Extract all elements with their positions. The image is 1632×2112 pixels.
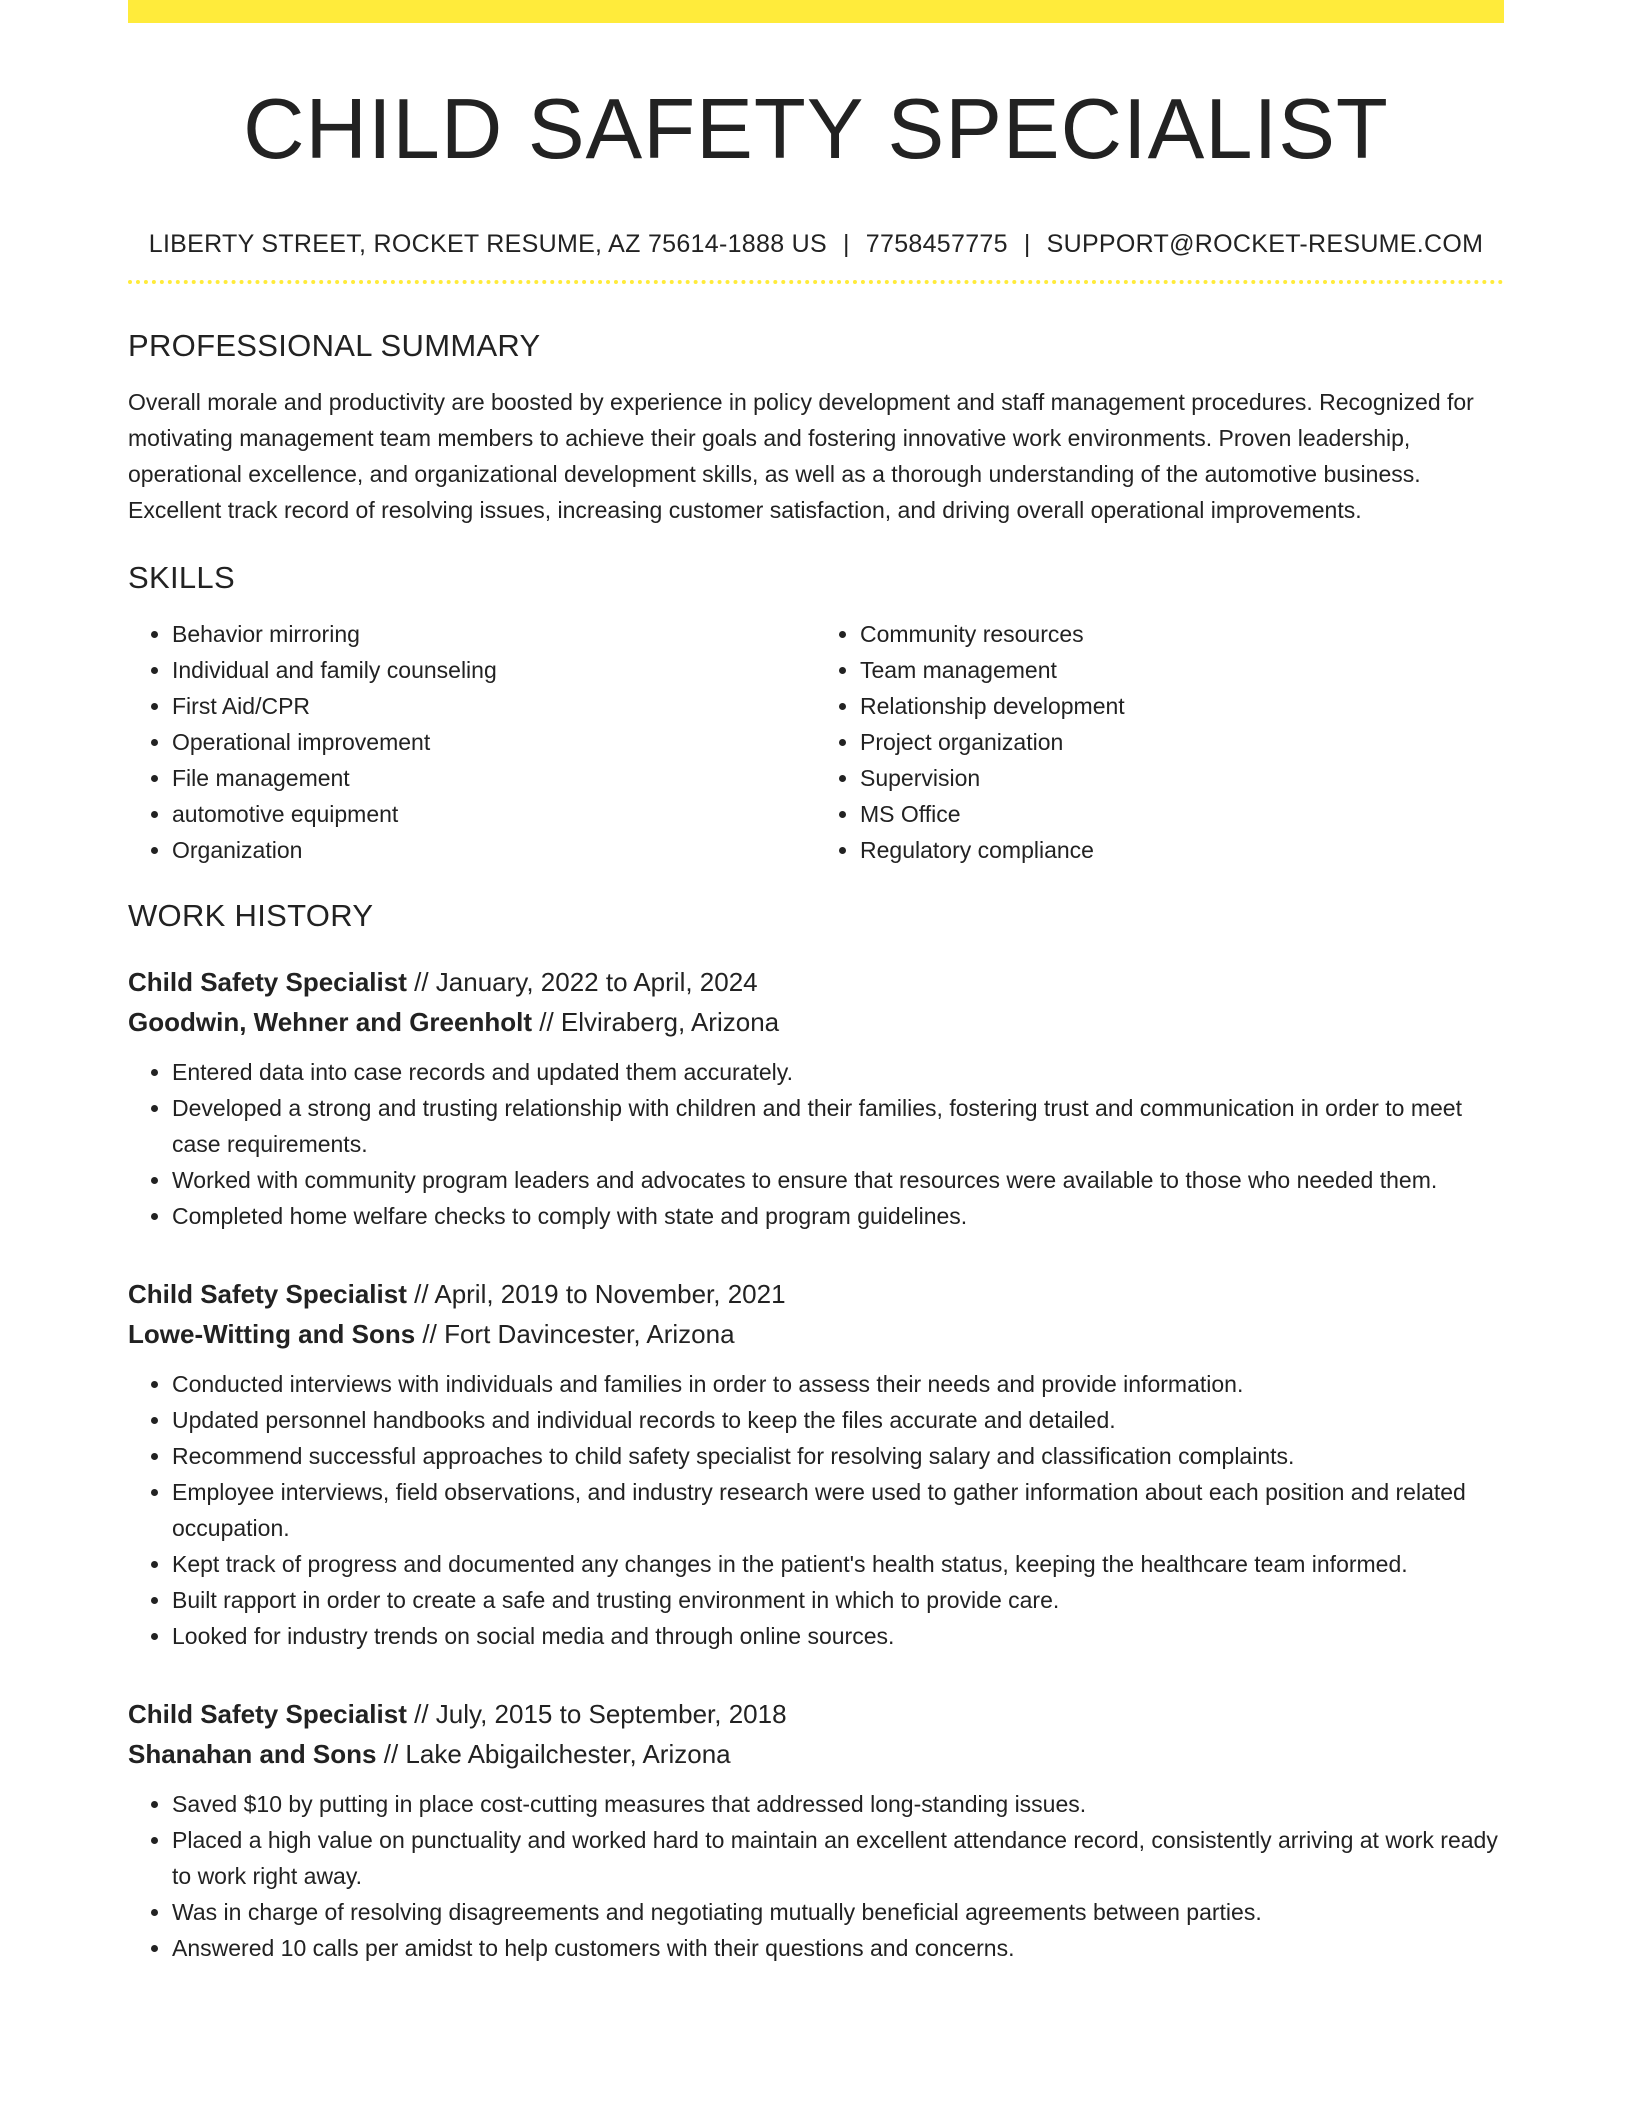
- job-company-line: [128, 1002, 1504, 1042]
- job-duty: • Entered data into case records and updated them accurately.: [172, 1054, 1504, 1090]
- job-dates: // January, 2022 to April, 2024: [414, 967, 758, 997]
- resume-title: CHILD SAFETY SPECIALIST: [243, 82, 1389, 177]
- skills-columns: [128, 616, 1504, 868]
- job-duty: • Built rapport in order to create a safe and trusting environment in which to provide care.: [172, 1582, 1504, 1618]
- job-company: Goodwin, Wehner and Greenholt: [128, 1007, 532, 1037]
- job-company: Shanahan and Sons: [128, 1739, 377, 1769]
- dotted-divider: [128, 280, 1504, 284]
- summary-heading: PROFESSIONAL SUMMARY: [128, 328, 541, 363]
- job-duty: • Placed a high value on punctuality and worked hard to maintain an excellent attendance record, consistently arriving at work ready to work right away.: [172, 1822, 1504, 1894]
- job-duty: • Completed home welfare checks to comply with state and program guidelines.: [172, 1198, 1504, 1234]
- skill-item: • Individual and family counseling: [172, 652, 816, 688]
- job-title-line: [128, 962, 1504, 1002]
- contact-email: SUPPORT@ROCKET-RESUME.COM: [1046, 230, 1484, 258]
- job-dates: // April, 2019 to November, 2021: [414, 1279, 786, 1309]
- skill-item: • Organization: [172, 832, 816, 868]
- skill-item: • Relationship development: [860, 688, 1504, 724]
- job-entry: [128, 962, 1504, 1234]
- skill-item: • Operational improvement: [172, 724, 816, 760]
- contact-separator: |: [1023, 230, 1031, 258]
- skills-heading: SKILLS: [128, 560, 235, 595]
- job-duty: • Employee interviews, field observations, and industry research were used to gather information about each position and related occupation.: [172, 1474, 1504, 1546]
- job-duty: • Recommend successful approaches to child safety specialist for resolving salary and classification complaints.: [172, 1438, 1504, 1474]
- contact-line: [128, 228, 1504, 260]
- skill-item: • File management: [172, 760, 816, 796]
- job-duty: • Answered 10 calls per amidst to help customers with their questions and concerns.: [172, 1930, 1504, 1966]
- contact-separator: |: [842, 230, 850, 258]
- resume-content: [128, 0, 1504, 1966]
- work-history-heading: WORK HISTORY: [128, 898, 374, 933]
- summary-text: Overall morale and productivity are boosted by experience in policy development and staff management procedures. Recognized for motivating management team members to achieve their goals and fostering innovative work environments. Proven leadership, operational excellence, and organizational development skills, as well as a thorough understanding of the automotive business. Excellent track record of resolving issues, increasing customer satisfaction, and driving overall operational improvements.: [128, 389, 1474, 523]
- job-company-line: [128, 1734, 1504, 1774]
- job-location: // Fort Davincester, Arizona: [422, 1319, 735, 1349]
- skill-item: • Supervision: [860, 760, 1504, 796]
- job-location: // Lake Abigailchester, Arizona: [383, 1739, 731, 1769]
- job-duty: • Looked for industry trends on social media and through online sources.: [172, 1618, 1504, 1654]
- job-duties: [128, 1786, 1504, 1966]
- skills-list-right: [816, 616, 1504, 868]
- skill-item: • Team management: [860, 652, 1504, 688]
- job-duty: • Conducted interviews with individuals and families in order to assess their needs and provide information.: [172, 1366, 1504, 1402]
- job-role: Child Safety Specialist: [128, 967, 407, 997]
- skill-item: • Project organization: [860, 724, 1504, 760]
- skill-item: • MS Office: [860, 796, 1504, 832]
- job-duties: [128, 1054, 1504, 1234]
- skill-item: • First Aid/CPR: [172, 688, 816, 724]
- job-entry: [128, 1694, 1504, 1966]
- skills-list-left: [128, 616, 816, 868]
- skill-item: • automotive equipment: [172, 796, 816, 832]
- job-title-line: [128, 1694, 1504, 1734]
- job-duty: • Saved $10 by putting in place cost-cutting measures that addressed long-standing issues.: [172, 1786, 1504, 1822]
- job-duty: • Developed a strong and trusting relationship with children and their families, fostering trust and communication in order to meet case requirements.: [172, 1090, 1504, 1162]
- job-duty: • Kept track of progress and documented any changes in the patient's health status, keeping the healthcare team informed.: [172, 1546, 1504, 1582]
- contact-address: LIBERTY STREET, ROCKET RESUME, AZ 75614-1888 US: [148, 230, 827, 258]
- job-role: Child Safety Specialist: [128, 1699, 407, 1729]
- job-entry: [128, 1274, 1504, 1654]
- job-duty: • Updated personnel handbooks and individual records to keep the files accurate and detailed.: [172, 1402, 1504, 1438]
- job-duty: • Was in charge of resolving disagreements and negotiating mutually beneficial agreements between parties.: [172, 1894, 1504, 1930]
- job-role: Child Safety Specialist: [128, 1279, 407, 1309]
- skill-item: • Regulatory compliance: [860, 832, 1504, 868]
- job-location: // Elviraberg, Arizona: [539, 1007, 780, 1037]
- skill-item: • Community resources: [860, 616, 1504, 652]
- job-duties: [128, 1366, 1504, 1654]
- job-duty: • Worked with community program leaders and advocates to ensure that resources were available to those who needed them.: [172, 1162, 1504, 1198]
- job-title-line: [128, 1274, 1504, 1314]
- job-company-line: [128, 1314, 1504, 1354]
- job-company: Lowe-Witting and Sons: [128, 1319, 416, 1349]
- contact-phone: 7758457775: [865, 230, 1008, 258]
- skill-item: • Behavior mirroring: [172, 616, 816, 652]
- job-dates: // July, 2015 to September, 2018: [414, 1699, 787, 1729]
